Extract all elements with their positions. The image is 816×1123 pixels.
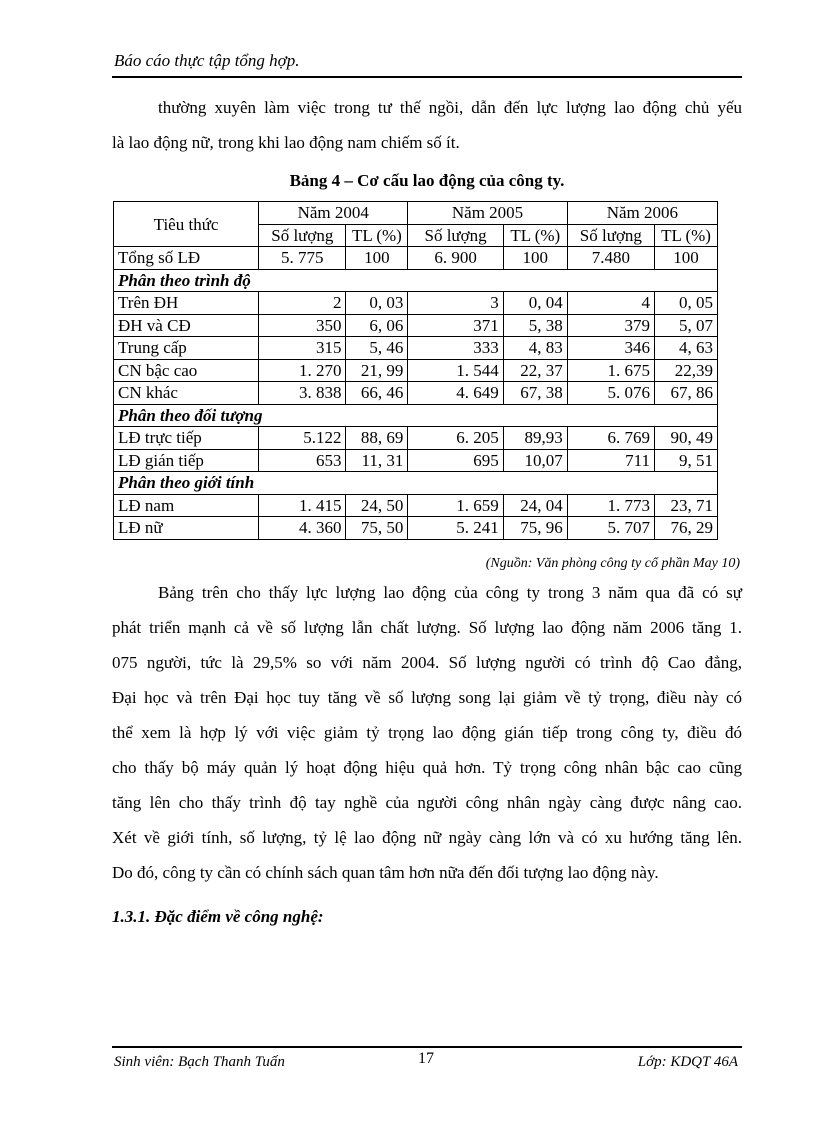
cell: 22,39 [655,359,718,382]
row-label: CN bậc cao [114,359,259,382]
table-row [114,427,718,450]
cell: 4, 63 [655,337,718,360]
cell: 76, 29 [655,517,718,540]
row-label: LĐ nam [114,494,259,517]
subheader-quantity: Số lượng [259,224,346,247]
cell: 100 [655,247,718,270]
text-line: 075 người, tức là 29,5% so với năm 2004. Số lượng người có trình độ Cao đẳng, [112,653,742,672]
cell: 0, 04 [503,292,567,315]
analysis-paragraph [112,575,742,890]
page-number: 17 [418,1050,434,1067]
cell: 1. 773 [567,494,654,517]
cell: 75, 96 [503,517,567,540]
cell: 346 [567,337,654,360]
section-row [114,472,718,495]
row-header-cell: Tiêu thức [114,202,259,247]
page-header [112,48,742,78]
cell: 22, 37 [503,359,567,382]
table-row [114,292,718,315]
table-row [114,449,718,472]
cell: 100 [503,247,567,270]
text-line: Đại học và trên Đại học tuy tăng về số lượng song lại giảm về tỷ trọng, điều này có [112,688,742,707]
section-title: Phân theo trình độ [114,269,718,292]
table-caption: Bảng 4 – Cơ cấu lao động của công ty. [289,171,565,190]
cell: 10,07 [503,449,567,472]
text-line: tăng lên cho thấy trình độ tay nghề của người công nhân ngày càng được nâng cao. [112,793,742,812]
cell: 75, 50 [346,517,408,540]
cell: 4. 360 [259,517,346,540]
cell: 653 [259,449,346,472]
cell: 379 [567,314,654,337]
cell: 1. 270 [259,359,346,382]
subheader-percent: TL (%) [655,224,718,247]
cell: 89,93 [503,427,567,450]
text-line: Do đó, công ty cần có chính sách quan tâm hơn nữa đến đối tượng lao động này. [112,863,659,882]
student-name: Sinh viên: Bạch Thanh Tuấn [114,1054,285,1070]
cell: 1. 544 [408,359,503,382]
cell: 5, 46 [346,337,408,360]
year-header: Năm 2004 [259,202,408,225]
class-label: Lớp: KDQT 46A [637,1054,738,1070]
row-label: LĐ trực tiếp [114,427,259,450]
cell: 88, 69 [346,427,408,450]
cell: 333 [408,337,503,360]
row-label: Trung cấp [114,337,259,360]
text-line: cho thấy bộ máy quản lý hoạt động hiệu quả hơn. Tỷ trọng công nhân bậc cao cũng [112,758,742,777]
cell: 5. 707 [567,517,654,540]
cell: 1. 659 [408,494,503,517]
cell: 695 [408,449,503,472]
cell: 100 [346,247,408,270]
cell: 6, 06 [346,314,408,337]
cell: 1. 415 [259,494,346,517]
subheader-quantity: Số lượng [567,224,654,247]
table-row [114,494,718,517]
text-line: thể xem là hợp lý với việc giảm tỷ trọng lao động gián tiếp trong công ty, điều đó [112,723,742,742]
page-footer [112,1046,742,1078]
year-header: Năm 2006 [567,202,717,225]
cell: 6. 205 [408,427,503,450]
cell: 66, 46 [346,382,408,405]
text-line: là lao động nữ, trong khi lao động nam chiếm số ít. [112,133,460,152]
cell: 4. 649 [408,382,503,405]
cell: 90, 49 [655,427,718,450]
cell: 11, 31 [346,449,408,472]
table-row [114,314,718,337]
text-line: Bảng trên cho thấy lực lượng lao động của công ty trong 3 năm qua đã có sự [158,583,742,602]
table-row [114,337,718,360]
cell: 0, 03 [346,292,408,315]
cell: 3. 838 [259,382,346,405]
row-label: Tổng số LĐ [114,247,259,270]
row-label: CN khác [114,382,259,405]
cell: 5, 07 [655,314,718,337]
cell: 0, 05 [655,292,718,315]
cell: 6. 769 [567,427,654,450]
subheader-quantity: Số lượng [408,224,503,247]
row-label: LĐ gián tiếp [114,449,259,472]
cell: 23, 71 [655,494,718,517]
table-source: (Nguồn: Văn phòng công ty cổ phần May 10) [485,556,740,571]
cell: 4, 83 [503,337,567,360]
cell: 5. 775 [259,247,346,270]
cell: 1. 675 [567,359,654,382]
section-title: Phân theo giới tính [114,472,718,495]
cell: 5.122 [259,427,346,450]
text-line: phát triển mạnh cả về số lượng lẫn chất lượng. Số lượng lao động năm 2006 tăng 1. [112,618,742,637]
table-header-row [114,202,718,225]
subheader-percent: TL (%) [503,224,567,247]
text-line: Xét về giới tính, số lượng, tỷ lệ lao động nữ ngày càng lớn và có xu hướng tăng lên. [112,828,742,847]
row-label: Trên ĐH [114,292,259,315]
cell: 315 [259,337,346,360]
cell: 67, 38 [503,382,567,405]
cell: 2 [259,292,346,315]
section-row [114,269,718,292]
cell: 24, 04 [503,494,567,517]
cell: 350 [259,314,346,337]
section-row [114,404,718,427]
text-line: thường xuyên làm việc trong tư thế ngồi, dẫn đến lực lượng lao động chủ yếu [158,98,742,117]
table-row [114,359,718,382]
section-title: Phân theo đối tượng [114,404,718,427]
table-row [114,382,718,405]
cell: 6. 900 [408,247,503,270]
subheader-percent: TL (%) [346,224,408,247]
cell: 21, 99 [346,359,408,382]
cell: 5. 241 [408,517,503,540]
section-heading: 1.3.1. Đặc điểm về công nghệ: [112,907,324,926]
cell: 371 [408,314,503,337]
labor-structure-table [113,201,718,540]
table-row-total [114,247,718,270]
year-header: Năm 2005 [408,202,567,225]
cell: 3 [408,292,503,315]
cell: 24, 50 [346,494,408,517]
cell: 711 [567,449,654,472]
row-label: ĐH và CĐ [114,314,259,337]
report-title: Báo cáo thực tập tổng hợp. [114,51,300,70]
intro-paragraph [112,90,742,160]
cell: 4 [567,292,654,315]
cell: 9, 51 [655,449,718,472]
cell: 7.480 [567,247,654,270]
cell: 5. 076 [567,382,654,405]
table-row [114,517,718,540]
cell: 5, 38 [503,314,567,337]
cell: 67, 86 [655,382,718,405]
row-label: LĐ nữ [114,517,259,540]
